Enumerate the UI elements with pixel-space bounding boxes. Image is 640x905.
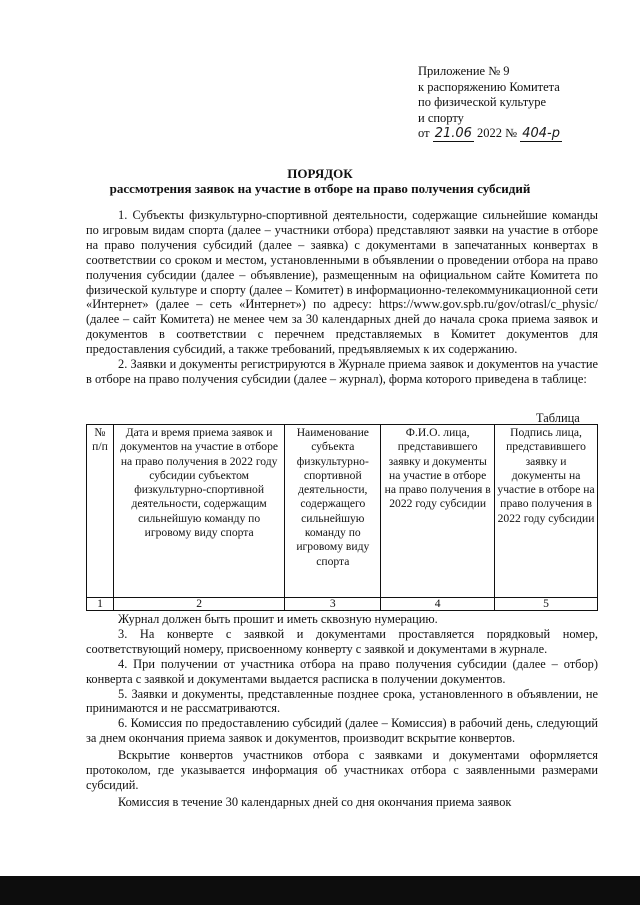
table-label: Таблица (536, 411, 580, 425)
annex-line-1: Приложение № 9 (418, 64, 510, 78)
annex-line-4: и спорту (418, 110, 464, 125)
paragraph: 5. Заявки и документы, представленные позднее срока, установленного в объявлении, не принимаются и не рассматриваются. (86, 686, 598, 716)
document-subtitle: рассмотрения заявок на участие в отборе на право получения субсидий (109, 181, 531, 196)
scan-edge-band (0, 876, 640, 905)
handwritten-date: 21.06 (434, 126, 472, 141)
annex-line-3: по физической культуре (418, 95, 547, 109)
header-cell: Наименование субъекта физкультурно-спортивной деятельности, содержащего сильнейшую команду по игровому виду спорта (285, 425, 381, 598)
body-bottom (86, 612, 598, 810)
paragraph: 2. Заявки и документы регистрируются в Журнале приема заявок и документов на участие в отборе на право получения субсидии (далее – журнал), форма которого приведена в таблице: (86, 357, 598, 386)
paragraph: Журнал должен быть прошит и иметь сквозную нумерацию. (118, 612, 438, 626)
number-cell: 3 (285, 598, 381, 611)
number-cell: 2 (113, 598, 284, 611)
number-cell: 1 (87, 598, 114, 611)
header-cell: Подпись лица, представившего заявку и документы на участие в отборе на право получения в 2022 году субсидии (495, 425, 598, 598)
header-cell: № п/п (87, 425, 114, 598)
journal-table (86, 424, 598, 611)
document-title: ПОРЯДОК (287, 166, 353, 181)
paragraph: 3. На конверте с заявкой и документами проставляется порядковый номер, соответствующий номеру, присвоенному конверту с заявкой и документами в журнале. (86, 626, 598, 656)
number-cell: 4 (381, 598, 495, 611)
annex-year: 2022 № (477, 126, 518, 140)
annex-block (418, 64, 562, 142)
paragraph: 6. Комиссия по предоставлению субсидий (далее – Комиссия) в рабочий день, следующий за днем окончания приема заявок и документов, производит вскрытие конвертов. (86, 716, 598, 746)
paragraph: 4. При получении от участника отбора на право получения субсидии (далее – отбор) конверта с заявкой и документами выдается расписка в получении документов. (86, 656, 598, 686)
annex-line-2: к распоряжению Комитета (418, 79, 560, 94)
number-cell: 5 (495, 598, 598, 611)
annex-date-prefix: от (418, 126, 430, 140)
table-number-row (87, 598, 598, 611)
handwritten-number: 404-р (522, 126, 560, 141)
table-header-row (87, 425, 598, 598)
body-top (86, 208, 598, 387)
paragraph: 1. Субъекты физкультурно-спортивной деятельности, содержащие сильнейшие команды по игровым видам спорта (далее – участники отбора) представляют заявки на участие в отборе на право получения субсидий (далее – заявка) с документами в запечатанных конвертах в соответствии со сроком и местом, установленными в объявлении о проведении отбора на право получения субсидии (далее – объявление), размещенным на официальном сайте Комитета по физической культуре и спорту (далее – Комитет) в информационно-телекоммуникационной сети «Интернет» (далее – сеть «Интернет») по адресу: https://www.gov.spb.ru/gov/otrasl/c_physic/ (далее – сайт Комитета) не менее чем за 30 календарных дней до начала срока приема заявок и документов в соответствии с перечнем представляемых в Комитет документов для предоставления субсидий, а также требований, предъявляемых к их содержанию. (86, 208, 598, 357)
paragraph: Вскрытие конвертов участников отбора с заявками и документами оформляется протоколом, где указывается информация об участниках отбора с заявленными размерами субсидий. (86, 748, 598, 792)
header-cell: Дата и время приема заявок и документов на участие в отборе на право получения в 2022 году субсидии субъектом физкультурно-спортивной деятельности, содержащим сильнейшую команду по игровому виду спорта (113, 425, 284, 598)
header-cell: Ф.И.О. лица, представившего заявку и документы на участие в отборе на право получения в 2022 году субсидии (381, 425, 495, 598)
annex-date-line (418, 126, 562, 142)
paragraph: Комиссия в течение 30 календарных дней со дня окончания приема заявок (118, 794, 512, 809)
